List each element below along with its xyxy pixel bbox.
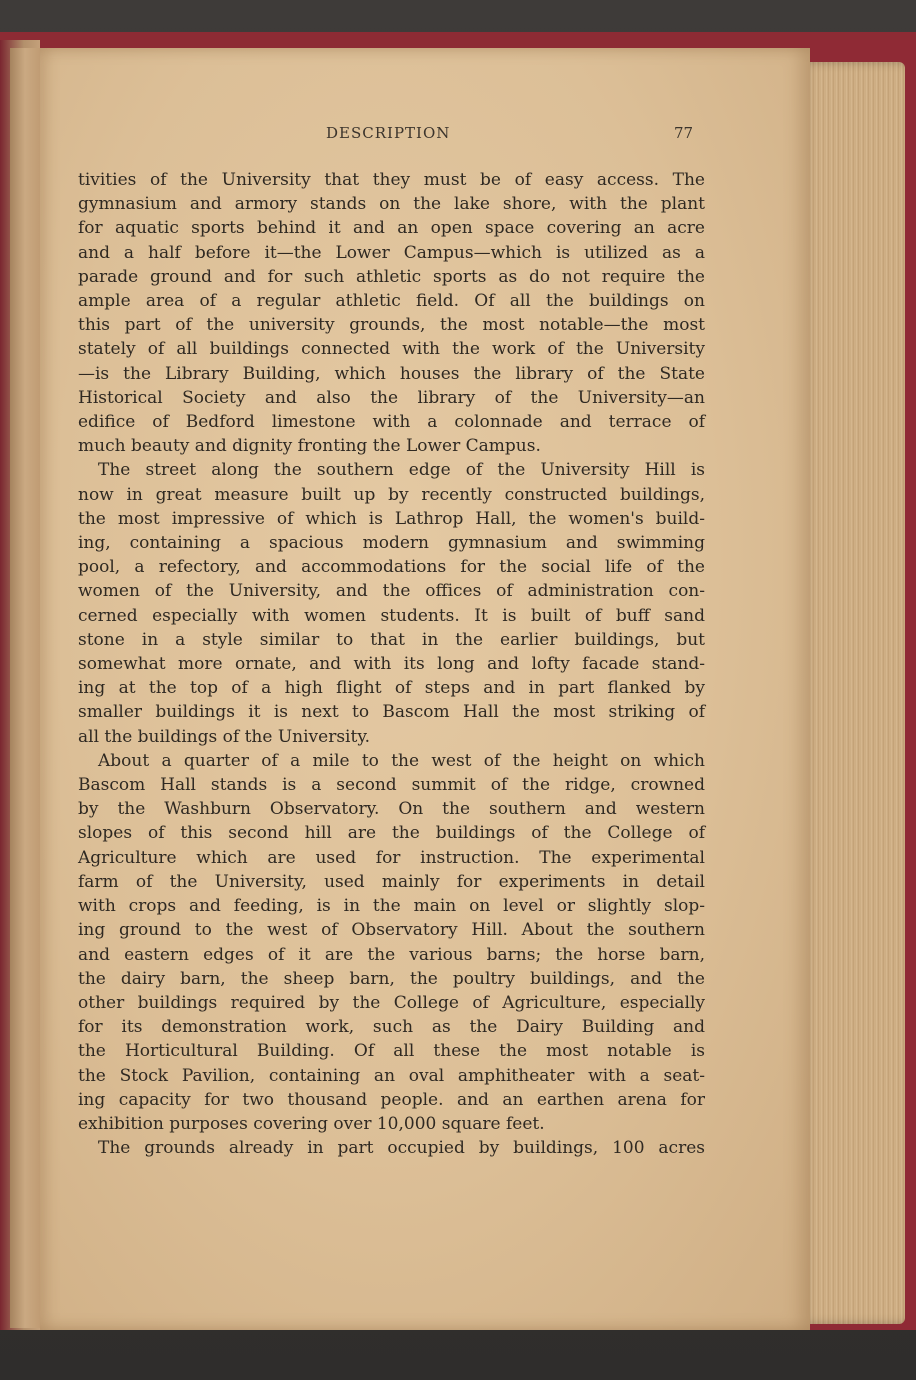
- text-line: and a half before it—the Lower Campus—which is utilized as a: [78, 242, 705, 263]
- text-line: this part of the university grounds, the most notable—the most: [78, 315, 705, 336]
- text-line: ing ground to the west of Observatory Hill. About the southern: [78, 920, 705, 941]
- text-line: for aquatic sports behind it and an open space covering an acre: [78, 218, 705, 239]
- text-line: much beauty and dignity fronting the Lower Campus.: [78, 436, 541, 457]
- text-line: tivities of the University that they must be of easy access. The: [78, 170, 705, 190]
- text-line: stone in a style similar to that in the earlier buildings, but: [78, 629, 705, 650]
- text-line: pool, a refectory, and accommodations for the social life of the: [78, 557, 705, 578]
- text-line: the most impressive of which is Lathrop Hall, the women's build-: [78, 508, 705, 529]
- text-line: ample area of a regular athletic field. Of all the buildings on: [78, 291, 705, 312]
- paragraph-start-line: The street along the southern edge of the University Hill is: [98, 460, 705, 481]
- text-line: ing at the top of a high flight of steps and in part flanked by: [78, 678, 705, 699]
- text-line: other buildings required by the College of Agriculture, especially: [78, 992, 705, 1013]
- text-line: smaller buildings it is next to Bascom Hall the most striking of: [78, 702, 705, 723]
- paragraph-start-line: The grounds already in part occupied by buildings, 100 acres: [98, 1138, 705, 1159]
- page-number: 77: [674, 124, 694, 142]
- text-line: parade ground and for such athletic sports as do not require the: [78, 266, 705, 287]
- text-line: Historical Society and also the library of the University—an: [78, 387, 705, 408]
- text-line: edifice of Bedford limestone with a colonnade and terrace of: [78, 412, 705, 433]
- text-line: with crops and feeding, is in the main on level or slightly slop-: [78, 896, 705, 917]
- text-line: stately of all buildings connected with the work of the University: [78, 339, 705, 360]
- text-line: Agriculture which are used for instruction. The experimental: [78, 847, 705, 868]
- text-line: slopes of this second hill are the buildings of the College of: [78, 823, 705, 844]
- text-line: now in great measure built up by recently constructed buildings,: [78, 484, 705, 505]
- text-line: cerned especially with women students. It is built of buff sand: [78, 605, 705, 626]
- running-head: [40, 124, 810, 146]
- paragraph-start-line: About a quarter of a mile to the west of the height on which: [98, 750, 705, 771]
- text-line: ing capacity for two thousand people. and an earthen arena for: [78, 1089, 705, 1110]
- text-line: the Horticultural Building. Of all these the most notable is: [78, 1041, 705, 1062]
- text-line: —is the Library Building, which houses the library of the State: [78, 363, 705, 384]
- text-line: farm of the University, used mainly for experiments in detail: [78, 871, 705, 892]
- page-stack-edges: [800, 62, 905, 1324]
- text-line: for its demonstration work, such as the Dairy Building and: [78, 1017, 705, 1038]
- text-line: ing, containing a spacious modern gymnasium and swimming: [78, 533, 705, 554]
- facing-page-sliver: [10, 48, 40, 1328]
- body-text: [78, 168, 705, 1160]
- book-page: [40, 48, 810, 1330]
- text-line: women of the University, and the offices of administration con-: [78, 581, 705, 602]
- text-line: all the buildings of the University.: [78, 726, 371, 747]
- text-line: the dairy barn, the sheep barn, the poultry buildings, and the: [78, 968, 705, 989]
- text-line: the Stock Pavilion, containing an oval amphitheater with a seat-: [78, 1065, 705, 1086]
- text-line: somewhat more ornate, and with its long and lofty facade stand-: [78, 654, 705, 675]
- text-line: exhibition purposes covering over 10,000 square feet.: [78, 1113, 545, 1134]
- text-line: and eastern edges of it are the various barns; the horse barn,: [78, 944, 705, 965]
- text-line: gymnasium and armory stands on the lake shore, with the plant: [78, 194, 705, 215]
- running-head-title: DESCRIPTION: [326, 124, 451, 142]
- text-line: by the Washburn Observatory. On the southern and western: [78, 799, 705, 820]
- text-line: Bascom Hall stands is a second summit of the ridge, crowned: [78, 775, 705, 796]
